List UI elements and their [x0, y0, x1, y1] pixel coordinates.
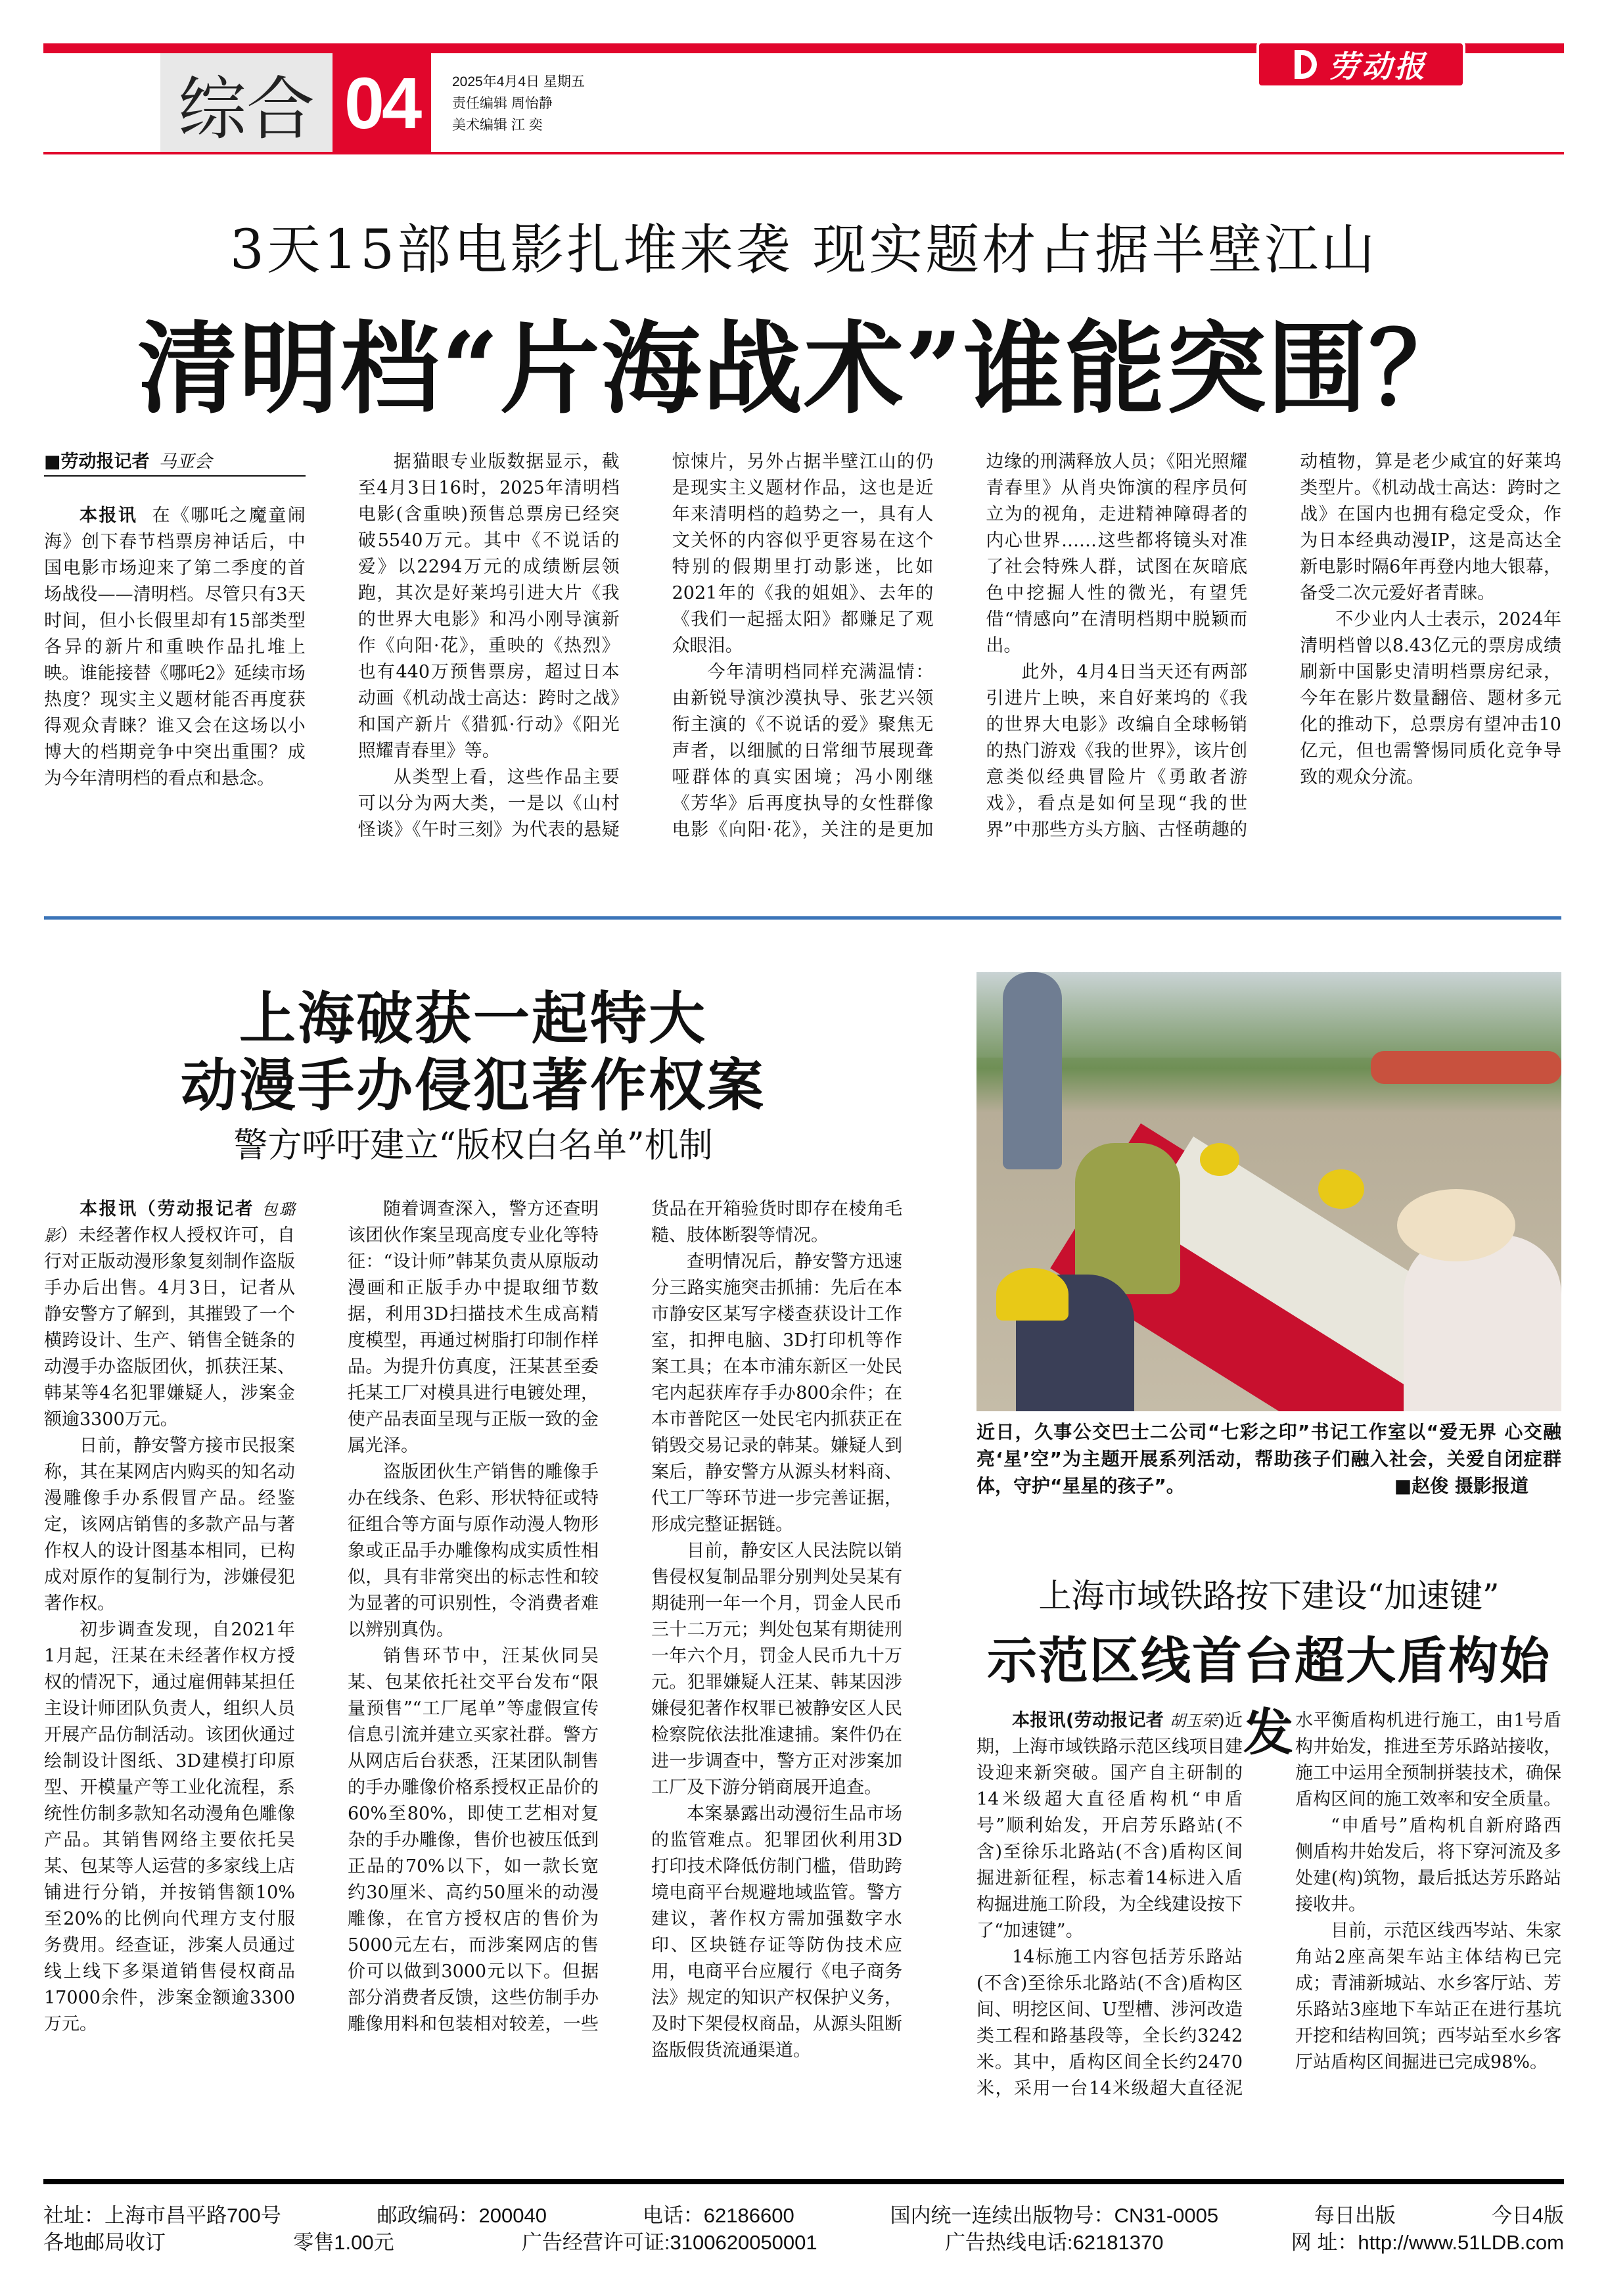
photo-caption: [976, 1418, 1561, 1499]
paragraph: 初步调查发现，自2021年1月起，汪某在未经著作权方授权的情况下，通过雇佣韩某担任主设计师团队负责人，组织人员开展产品仿制活动。该团伙通过绘制设计图纸、3D建模打印原型、开模量产等工业化流程，系统性仿制多款知名动漫角色雕像产品。其销售网络主要依托吴某、包某等人运营的多家线上店铺进行分销，并按销售额10%至20%的比例向代理方支付服务费用。经查证，涉案人员通过线上线下多渠道销售侵权商品17000余件，涉案金额逾3300万元。: [44, 1620, 295, 2034]
paragraph: [44, 1196, 295, 1433]
caption-text: 近日，久事公交巴士二公司“七彩之印”书记工作室以“爱无界 心交融 亮‘星’空”为主题开展系列活动，帮助孩子们融入社会，关爱自闭症群体，守护“星星的孩子”。: [976, 1421, 1561, 1497]
reporter-name: 包璐影: [44, 1200, 296, 1245]
website-link[interactable]: 网 址：http://www.51LDB.com: [1291, 2231, 1564, 2254]
issue-date: 2025年4月4日 星期五: [452, 74, 585, 89]
lead-label: 本报讯（劳动报记者: [80, 1199, 255, 1219]
postal-code: 邮政编码：200040: [377, 2204, 547, 2227]
footer-row-1: [43, 2199, 1564, 2228]
paragraph: 从类型上看，这些作品主要可以分为两大类，一是以《山村怪谈》《午时三刻》为代表的悬疑惊悚片，另外占据半壁江山的仍是现实主义题材作品，这也是近年来清明档的趋势之一，具有人文关怀的内容似乎更容易在这个特别的假期里打动影迷，比如2021年的《我的姐姐》、去年的《我们一起摇太阳》都赚足了观众眼泪。: [357, 452, 934, 840]
lead-label: 本报讯(劳动报记者: [1012, 1710, 1164, 1731]
art-editor: 美术编辑 江 奕: [452, 118, 543, 133]
masthead-divider: [43, 152, 1564, 154]
adult-figure: [1003, 972, 1062, 1169]
photo-credit: ■赵俊 摄影报道: [1394, 1475, 1528, 1497]
logo-text: 劳动报: [1329, 49, 1427, 84]
paragraph: [976, 1708, 1243, 1944]
section-name: 综合: [160, 53, 333, 153]
page-count: 今日4版: [1491, 2204, 1564, 2227]
article-2-title-line1: 上海破获一起特大: [239, 985, 707, 1052]
footer-row-2: [43, 2226, 1564, 2255]
retail-price: 零售1.00元: [293, 2231, 394, 2254]
issue-meta: [452, 71, 585, 136]
paragraph: 目前，静安区人民法院以销售侵权复制品罪分别判处吴某有期徒刑一年一个月，罚金人民币三十二万元；判处包某有期徒刑一年六个月，罚金人民币九十万元。犯罪嫌疑人汪某、韩某因涉嫌侵犯著作权罪已被静安区人民检察院依法批准逮捕。案件仍在进一步调查中，警方正对涉案加工厂及下游分销商展开追查。: [651, 1541, 902, 1798]
phone: 电话：62186600: [642, 2204, 794, 2227]
paragraph: 据猫眼专业版数据显示，截至4月3日16时，2025年清明档电影(含重映)预售总票房已经突破5540万元。其中《不说话的爱》以2294万元的成绩断层领跑，其次是好莱坞引进大片《我的世界大电影》和冯小刚导演新作《向阳·花》，重映的《热烈》也有440万预售票房，超过日本动画《机动战士高达：跨时之战》和国产新片《猎狐·行动》《阳光照耀青春里》等。: [357, 452, 620, 761]
subscription: 各地邮局收订: [43, 2231, 166, 2254]
trees-background: [976, 972, 1561, 1058]
byline-label: ■劳动报记者: [44, 452, 150, 472]
daily-publication: 每日出版: [1314, 2204, 1396, 2227]
article-3-headline: 示范区线首台超大盾构始发: [987, 1631, 1551, 1762]
paragraph: [44, 503, 306, 792]
logo-b-icon: [1295, 50, 1317, 79]
page-number: 04: [333, 53, 431, 153]
news-photo[interactable]: [976, 972, 1561, 1411]
child-figure: [1075, 1143, 1180, 1294]
article-2-title-line2: 动漫手办侵犯著作权案: [181, 1052, 766, 1119]
article-1-headline: 清明档“片海战术”谁能突围？: [137, 310, 1470, 427]
paragraph-text: )近期，上海市域铁路示范区线项目建设迎来新突破。国产自主研制的14米级超大直径盾构机“申盾号”顺利始发，开启芳乐路站(不含)至徐乐北路站(不含)盾构区间掘进新征程，标志着14标进入盾构掘进施工阶段，为全线建设按下了“加速键”。: [976, 1710, 1243, 1941]
lead-label: 本报讯: [80, 505, 138, 526]
article-1-byline: [44, 449, 306, 477]
ad-hotline: 广告热线电话:62181370: [944, 2231, 1164, 2254]
paragraph: 盗版团伙生产销售的雕像手办在线条、色彩、形状特征或特征组合等方面与原作动漫人物形象或正品手办雕像构成实质性相似，具有非常突出的标志性和较为显著的可识别性，令消费者难以辨别真伪。: [348, 1462, 599, 1640]
serial-number: 国内统一连续出版物号：CN31-0005: [890, 2204, 1219, 2227]
footer-divider: [43, 2179, 1564, 2184]
paragraph: 销售环节中，汪某伙同吴某、包某依托社交平台发布“限量预售”“工厂尾单”等虚假宣传信息引流并建立买家社群。警方从网店后台获悉，汪某团队制售的手办雕像价格系授权正品价的60%至80%，即使工艺相对复杂的手办雕像，售价也被压低到正品的70%以下，如一款长宽约30厘米、高约50厘米的动漫雕像，在官方授权店的售价为5000元左右，而涉案网店的售价可以做到3000元以下。但据部分消费者反馈，这些仿制手办雕像用料和包装相对较差，一些货品在开箱验货时即存在棱角毛糙、肢体断裂等情况。: [348, 1199, 902, 2034]
paragraph: 目前，示范区线西岑站、朱家角站2座高架车站主体结构已完成；青浦新城站、水乡客厅站、芳乐路站3座地下车站正在进行基坑开挖和结构回筑；西岑站至水乡客厅站盾构区间掘进已完成98%。: [1295, 1921, 1561, 2073]
article-1-body: [44, 449, 1561, 843]
sun-hat: [1397, 1189, 1515, 1261]
paragraph-text: 在《哪吒之魔童闹海》创下春节档票房神话后，中国电影市场迎来了第二季度的首场战役——清明档。尽管只有3天时间，但小长假里却有15部类型各异的新片和重映作品扎堆上映。谁能接替《哪吒2》延续市场热度？现实主义题材能否再度获得观众青睐？谁又会在这场以小博大的档期竞争中突出重围？成为今年清明档的看点和悬念。: [44, 505, 306, 789]
paragraph: “申盾号”盾构机自新府路西侧盾构井始发后，将下穿河流及多处建(构)筑物，最后抵达芳乐路站接收井。: [1295, 1816, 1561, 1915]
article-2-subtitle: 警方呼吁建立“版权白名单”机制: [233, 1126, 713, 1165]
newspaper-logo[interactable]: [1256, 41, 1465, 88]
volunteer-figure: [1404, 1235, 1561, 1411]
paragraph: 随着调查深入，警方还查明该团伙作案呈现高度专业化等特征：“设计师”韩某负责从原版动漫画和正版手办中提取细节数据，利用3D扫描技术生成高精度模型，再通过树脂打印制作样品。为提升仿真度，汪某甚至委托某工厂对模具进行电镀处理，使产品表面呈现与正版一致的金属光泽。: [348, 1199, 599, 1456]
paragraph-text: ）未经著作权人授权许可，自行对正版动漫形象复刻制作盗版手办后出售。4月3日，记者从静安警方了解到，其摧毁了一个横跨设计、生产、销售全链条的动漫手办盗版团伙，抓获汪某、韩某等4名犯罪嫌疑人，涉案金额逾3300万元。: [44, 1225, 296, 1430]
article-1-kicker: 3天15部电影扎堆来袭 现实题材占据半壁江山: [229, 219, 1378, 281]
paragraph: 不少业内人士表示，2024年清明档曾以8.43亿元的票房成绩刷新中国影史清明档票房纪录，今年在影片数量翻倍、题材多元化的推动下，总票房有望冲击10亿元，但也需警惕同质化竞争导致的观众分流。: [1300, 609, 1561, 787]
paragraph: 查明情况后，静安警方迅速分三路实施突击抓捕：先后在本市静安区某写字楼查获设计工作室，扣押电脑、3D打印机等作案工具；在本市浦东新区一处民宅内起获库存手办800余件；在本市普陀区一处民宅内抓获正在销毁交易记录的韩某。嫌疑人到案后，静安警方从源头材料商、代工厂等环节进一步完善证据，形成完整证据链。: [651, 1252, 902, 1535]
responsible-editor: 责任编辑 周怡静: [452, 96, 553, 111]
paragraph: 日前，静安警方接市民报案称，其在某网店内购买的知名动漫雕像手办系假冒产品。经鉴定，该网店销售的多款产品与著作权人的设计图基本相同，已构成对原作的复制行为，涉嫌侵犯著作权。: [44, 1436, 295, 1614]
ad-license: 广告经营许可证:3100620050001: [521, 2231, 817, 2254]
paragraph: 此外，4月4日当天还有两部引进片上映，来自好莱坞的《我的世界大电影》改编自全球畅销的热门游戏《我的世界》，该片创意类似经典冒险片《勇敢者游戏》，看点是如何呈现“我的世界”中那些方头方脑、古怪萌趣的动植物，算是老少咸宜的好莱坞类型片。《机动战士高达：跨时之战》在国内也拥有稳定受众，作为日本经典动漫IP，这是高达全新电影时隔6年再登内地大银幕，备受二次元爱好者青睐。: [986, 452, 1561, 840]
flower-bed: [1371, 1051, 1561, 1084]
article-3-body: [976, 1708, 1561, 2102]
byline-name: 马亚会: [158, 452, 212, 472]
yellow-hat: [1318, 1169, 1364, 1209]
address: 社址：上海市昌平路700号: [43, 2204, 281, 2227]
section-divider: [44, 916, 1561, 920]
article-3-kicker: 上海市域铁路按下建设“加速键”: [1038, 1577, 1500, 1615]
reporter-name: 胡玉荣: [1170, 1712, 1218, 1730]
article-2-body: [44, 1196, 902, 2064]
paragraph: 14标施工内容包括芳乐路站(不含)至徐乐北路站(不含)盾构区间、明挖区间、U型槽、涉河改造类工程和路基段等，全长约3242米。其中，盾构区间全长约2470米，采用一台14米级超大直径泥水平衡盾构机进行施工，由1号盾构井始发，推进至芳乐路站接收，施工中运用全预制拼装技术，确保盾构区间的施工效率和安全质量。: [976, 1710, 1561, 2099]
yellow-hat: [1200, 1143, 1239, 1176]
yellow-hat: [996, 1268, 1068, 1321]
paragraph: 今年清明档同样充满温情：由新锐导演沙漠执导、张艺兴领衔主演的《不说话的爱》聚焦无声者，以细腻的日常细节展现聋哑群体的真实困境；冯小刚继《芳华》后再度执导的女性群像电影《向阳·花》，关注的是更加边缘的刑满释放人员；《阳光照耀青春里》从肖央饰演的程序员何立为的视角，走进精神障碍者的内心世界……这些都将镜头对准了社会特殊人群，试图在灰暗底色中挖掘人性的微光，有望凭借“情感向”在清明档期中脱颖而出。: [672, 452, 1248, 840]
paragraph: 本案暴露出动漫衍生品市场的监管难点。犯罪团伙利用3D打印技术降低仿制门槛，借助跨境电商平台规避地域监管。警方建议，著作权方需加强数字水印、区块链存证等防伪技术应用，电商平台应履行《电子商务法》规定的知识产权保护义务，及时下架侵权商品，从源头阻断盗版假货流通渠道。: [651, 1804, 902, 2061]
